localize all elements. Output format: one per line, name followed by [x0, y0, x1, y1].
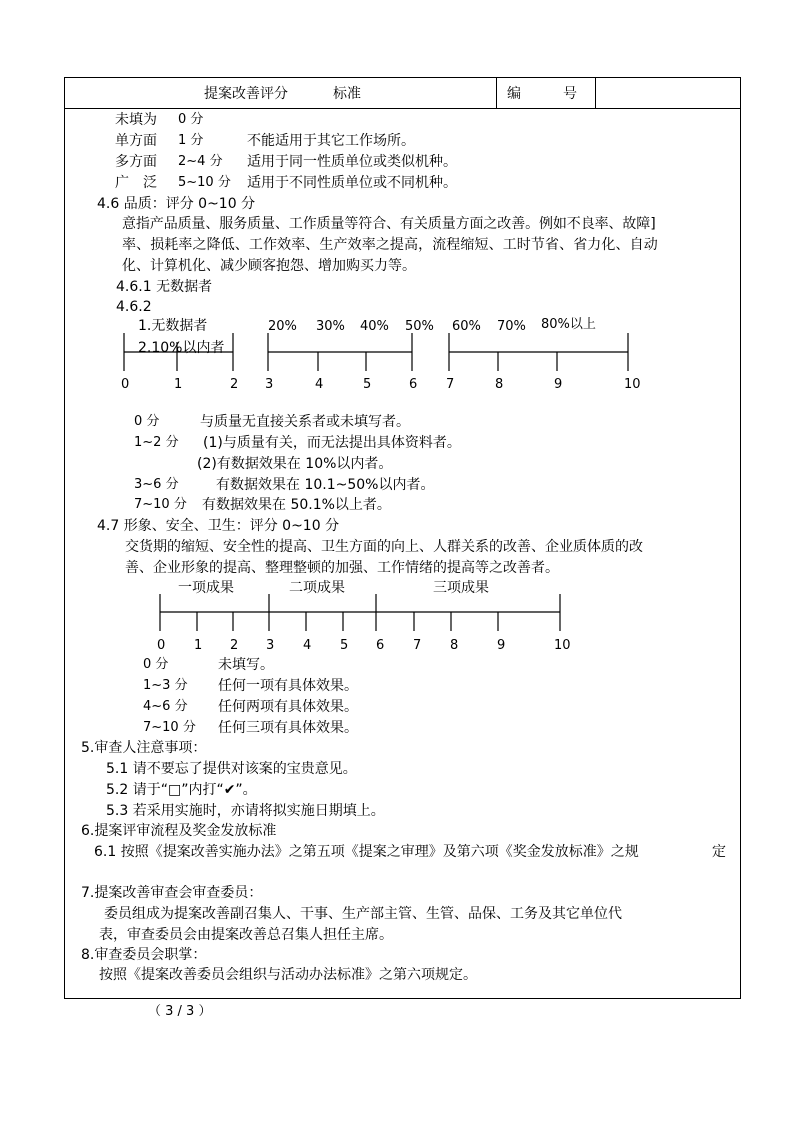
header-number-label: 编: [507, 86, 521, 102]
result-label: 二项成果: [289, 580, 345, 596]
score-value: 2~4 分: [178, 154, 223, 169]
tick-label: 9: [497, 638, 506, 653]
score-name: 广 泛: [115, 175, 157, 191]
percent-label: 80%以上: [541, 317, 596, 332]
scale-note: 2.10%以内者: [138, 340, 225, 356]
tick-label: 6: [409, 377, 418, 392]
tick-label: 1: [174, 377, 183, 392]
score-value: 7~10 分: [143, 720, 196, 735]
section-heading-6: 6.提案评审流程及奖金发放标准: [81, 823, 277, 839]
score-value: 5~10 分: [178, 175, 231, 190]
tick-label: 4: [315, 377, 324, 392]
tick-label: 5: [363, 377, 372, 392]
score-name: 单方面: [115, 133, 157, 149]
tick-label: 2: [230, 377, 239, 392]
subsection-4-6-1: 4.6.1 无数据者: [116, 279, 213, 295]
percent-label: 30%: [316, 319, 345, 334]
paragraph-line: 按照《提案改善委员会组织与活动办法标准》之第六项规定。: [99, 967, 477, 983]
paragraph-line: 善、企业形象的提高、整理整顿的加强、工作情绪的提高等之改善者。: [125, 560, 559, 576]
tick-label: 1: [194, 638, 203, 653]
score-desc: 有数据效果在 50.1%以上者。: [202, 497, 391, 513]
tick-label: 4: [303, 638, 312, 653]
tick-label: 8: [450, 638, 459, 653]
page-number: （ 3 / 3 ）: [148, 1004, 212, 1019]
section-heading-7: 7.提案改善审查会审查委员：: [81, 885, 263, 901]
percent-label: 40%: [360, 319, 389, 334]
score-name: 多方面: [115, 154, 157, 170]
score-desc: 不能适用于其它工作场所。: [247, 133, 415, 149]
list-item: 5.3 若采用实施时，亦请将拟实施日期填上。: [106, 803, 385, 819]
tick-label: 5: [340, 638, 349, 653]
section-heading-8: 8.审查委员会职掌：: [81, 947, 207, 963]
tick-label: 6: [376, 638, 385, 653]
paragraph-line: 率、损耗率之降低、工作效率、生产效率之提高，流程缩短、工时节省、省力化、自动: [122, 237, 658, 253]
score-desc: 任何三项有具体效果。: [218, 720, 358, 736]
tick-label: 2: [230, 638, 239, 653]
score-value: 1 分: [178, 133, 204, 148]
score-desc: (1)与质量有关，而无法提出具体资料者。: [203, 435, 461, 451]
list-item: 6.1 按照《提案改善实施办法》之第五项《提案之审理》及第六项《奖金发放标准》之规: [94, 844, 639, 860]
tick-label: 3: [266, 638, 275, 653]
tick-label: 9: [554, 377, 563, 392]
section-heading-5: 5.审查人注意事项：: [81, 740, 207, 756]
percent-label: 20%: [268, 319, 297, 334]
score-value: 4~6 分: [143, 699, 188, 714]
header-title: 提案改善评分: [204, 86, 288, 102]
score-value: 0 分: [143, 657, 169, 672]
list-item: 5.2 请于“□”内打“✔”。: [106, 782, 257, 798]
paragraph-line: 意指产品质量、服务质量、工作质量等符合、有关质量方面之改善。例如不良率、故障]: [122, 216, 656, 232]
score-desc: 任何两项有具体效果。: [218, 699, 358, 715]
tick-label: 10: [554, 638, 571, 653]
score-desc: 适用于同一性质单位或类似机种。: [247, 154, 457, 170]
percent-label: 70%: [497, 319, 526, 334]
result-label: 三项成果: [433, 580, 489, 596]
header-title-standard: 标准: [333, 86, 361, 102]
score-desc: 适用于不同性质单位或不同机种。: [247, 175, 457, 191]
score-desc: 有数据效果在 10.1~50%以内者。: [216, 477, 435, 493]
score-desc: 与质量无直接关系者或未填写者。: [200, 414, 410, 430]
score-value: 1~2 分: [134, 435, 179, 450]
quality-scale: [124, 333, 628, 371]
paragraph-line: 表，审查委员会由提案改善总召集人担任主席。: [99, 927, 393, 943]
tick-label: 3: [265, 377, 274, 392]
list-item-wrap: 定: [712, 844, 726, 860]
percent-label: 50%: [405, 319, 434, 334]
header-number-label-2: 号: [563, 86, 577, 102]
list-item: 5.1 请不要忘了提供对该案的宝贵意见。: [106, 761, 357, 777]
tick-label: 0: [157, 638, 166, 653]
section-heading-4-7: 4.7 形象、安全、卫生：评分 0~10 分: [97, 518, 340, 534]
paragraph-line: 交货期的缩短、安全性的提高、卫生方面的向上、人群关系的改善、企业质体质的改: [125, 539, 643, 555]
tick-label: 10: [624, 377, 641, 392]
score-value: 0 分: [178, 112, 204, 127]
paragraph-line: 化、计算机化、减少顾客抱怨、增加购买力等。: [122, 258, 416, 274]
score-desc: 未填写。: [218, 657, 274, 673]
tick-label: 7: [413, 638, 422, 653]
score-value: 7~10 分: [134, 497, 187, 512]
result-label: 一项成果: [178, 580, 234, 596]
percent-label: 60%: [452, 319, 481, 334]
tick-label: 0: [121, 377, 130, 392]
tick-label: 7: [446, 377, 455, 392]
section-heading-4-6: 4.6 品质：评分 0~10 分: [97, 196, 256, 212]
subsection-4-6-2: 4.6.2: [116, 299, 152, 315]
score-desc: 任何一项有具体效果。: [218, 678, 358, 694]
score-desc: (2)有数据效果在 10%以内者。: [197, 456, 393, 472]
scale-note: 1.无数据者: [138, 318, 208, 334]
result-scale: [160, 594, 560, 631]
paragraph-line: 委员组成为提案改善副召集人、干事、生产部主管、生管、品保、工务及其它单位代: [104, 906, 622, 922]
score-name: 未填为: [115, 112, 157, 128]
score-value: 1~3 分: [143, 678, 188, 693]
score-value: 0 分: [134, 414, 160, 429]
score-value: 3~6 分: [134, 477, 179, 492]
tick-label: 8: [495, 377, 504, 392]
